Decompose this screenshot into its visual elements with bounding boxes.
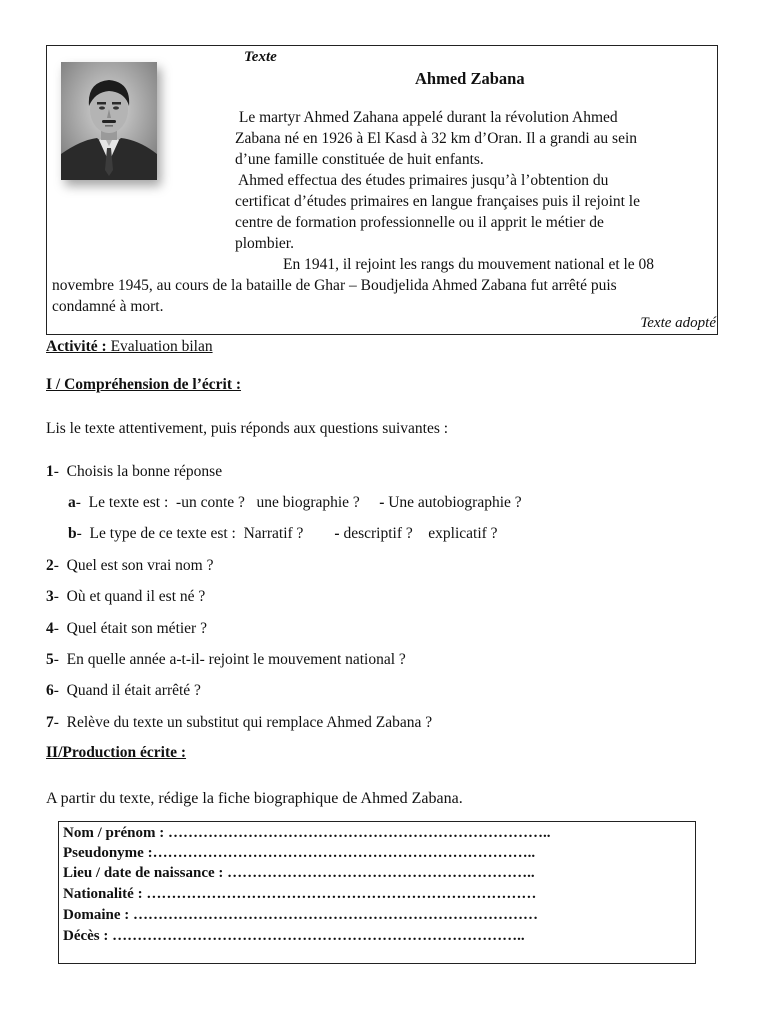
form-field-naissance[interactable]: Lieu / date de naissance : ……………………………………………………..	[63, 865, 535, 881]
form-field-domaine[interactable]: Domaine : ………………………………………………………………………	[63, 907, 538, 923]
text-line: Zabana né en 1926 à El Kasd à 32 km d’Oran. Il a grandi au sein	[235, 130, 638, 147]
question-7	[46, 714, 432, 732]
form-field-nom[interactable]: Nom / prénom : …………………………………………………………………..	[63, 825, 551, 841]
text-line: plombier.	[235, 235, 294, 252]
text-line: Ahmed effectua des études primaires jusqu’à l’obtention du	[235, 172, 609, 189]
question-number: 3	[46, 588, 54, 605]
question-1b	[68, 525, 498, 543]
question-text: - Quand il était arrêté ?	[53, 682, 201, 699]
text-line: certificat d’études primaires en langue françaises puis il rejoint le	[235, 193, 640, 210]
question-number: 5	[46, 651, 54, 668]
text-line: d’une famille constituée de huit enfants.	[235, 151, 484, 168]
text-label: Texte	[244, 49, 277, 65]
question-number: 1	[46, 463, 54, 480]
option-letter: b	[68, 525, 77, 542]
section2-heading: II/Production écrite :	[46, 744, 187, 761]
question-number: 4	[46, 620, 54, 637]
question-1a	[68, 494, 522, 512]
activity-line	[46, 338, 213, 356]
question-text: - Choisis la bonne réponse	[53, 463, 223, 480]
portrait-photo	[61, 62, 157, 180]
question-text: - Où et quand il est né ?	[53, 588, 206, 605]
option-letter: a	[68, 494, 76, 511]
text-line: novembre 1945, au cours de la bataille de Ghar – Boudjelida Ahmed Zabana fut arrêté puis	[52, 277, 617, 294]
section2-instruction: A partir du texte, rédige la fiche biographique de Ahmed Zabana.	[46, 790, 463, 807]
activity-label: Activité :	[46, 338, 111, 355]
question-text: - Quel est son vrai nom ?	[53, 557, 214, 574]
question-number: 6	[46, 682, 54, 699]
option-dash: -	[379, 494, 389, 511]
text-line: condamné à mort.	[52, 298, 164, 315]
option-rest: descriptif ? explicatif ?	[343, 525, 498, 542]
activity-value: Evaluation bilan	[110, 338, 213, 355]
section1-instruction: Lis le texte attentivement, puis réponds aux questions suivantes :	[46, 420, 449, 437]
question-text: - En quelle année a-t-il- rejoint le mouvement national ?	[53, 651, 406, 668]
option-text: - Le type de ce texte est : Narratif ?	[76, 525, 335, 542]
form-field-nationalite[interactable]: Nationalité : ……………………………………………………………………	[63, 886, 537, 902]
text-line: En 1941, il rejoint les rangs du mouvement national et le 08	[283, 256, 655, 273]
question-text: - Relève du texte un substitut qui remplace Ahmed Zabana ?	[53, 714, 433, 731]
option-rest: Une autobiographie ?	[388, 494, 522, 511]
text-title: Ahmed Zabana	[415, 69, 525, 88]
text-line: centre de formation professionnelle ou il apprit le métier de	[235, 214, 604, 231]
section1-heading: I / Compréhension de l’écrit :	[46, 376, 242, 393]
text-line: Le martyr Ahmed Zahana appelé durant la révolution Ahmed	[235, 109, 618, 126]
question-6	[46, 682, 201, 700]
text-paragraph	[235, 107, 640, 254]
text-paragraph-wide	[52, 254, 654, 317]
question-text: - Quel était son métier ?	[53, 620, 207, 637]
form-field-pseudonyme[interactable]: Pseudonyme :…………………………………………………………………..	[63, 845, 536, 861]
question-4	[46, 620, 207, 638]
question-number: 7	[46, 714, 54, 731]
form-field-deces[interactable]: Décès : ………………………………………………………………………..	[63, 928, 525, 944]
text-source: Texte adopté	[640, 315, 716, 331]
option-dash: -	[334, 525, 344, 542]
question-3	[46, 588, 205, 606]
question-5	[46, 651, 406, 669]
question-number: 2	[46, 557, 54, 574]
question-1	[46, 463, 222, 481]
option-text: - Le texte est : -un conte ? une biographie ?	[75, 494, 380, 511]
question-2	[46, 557, 213, 575]
